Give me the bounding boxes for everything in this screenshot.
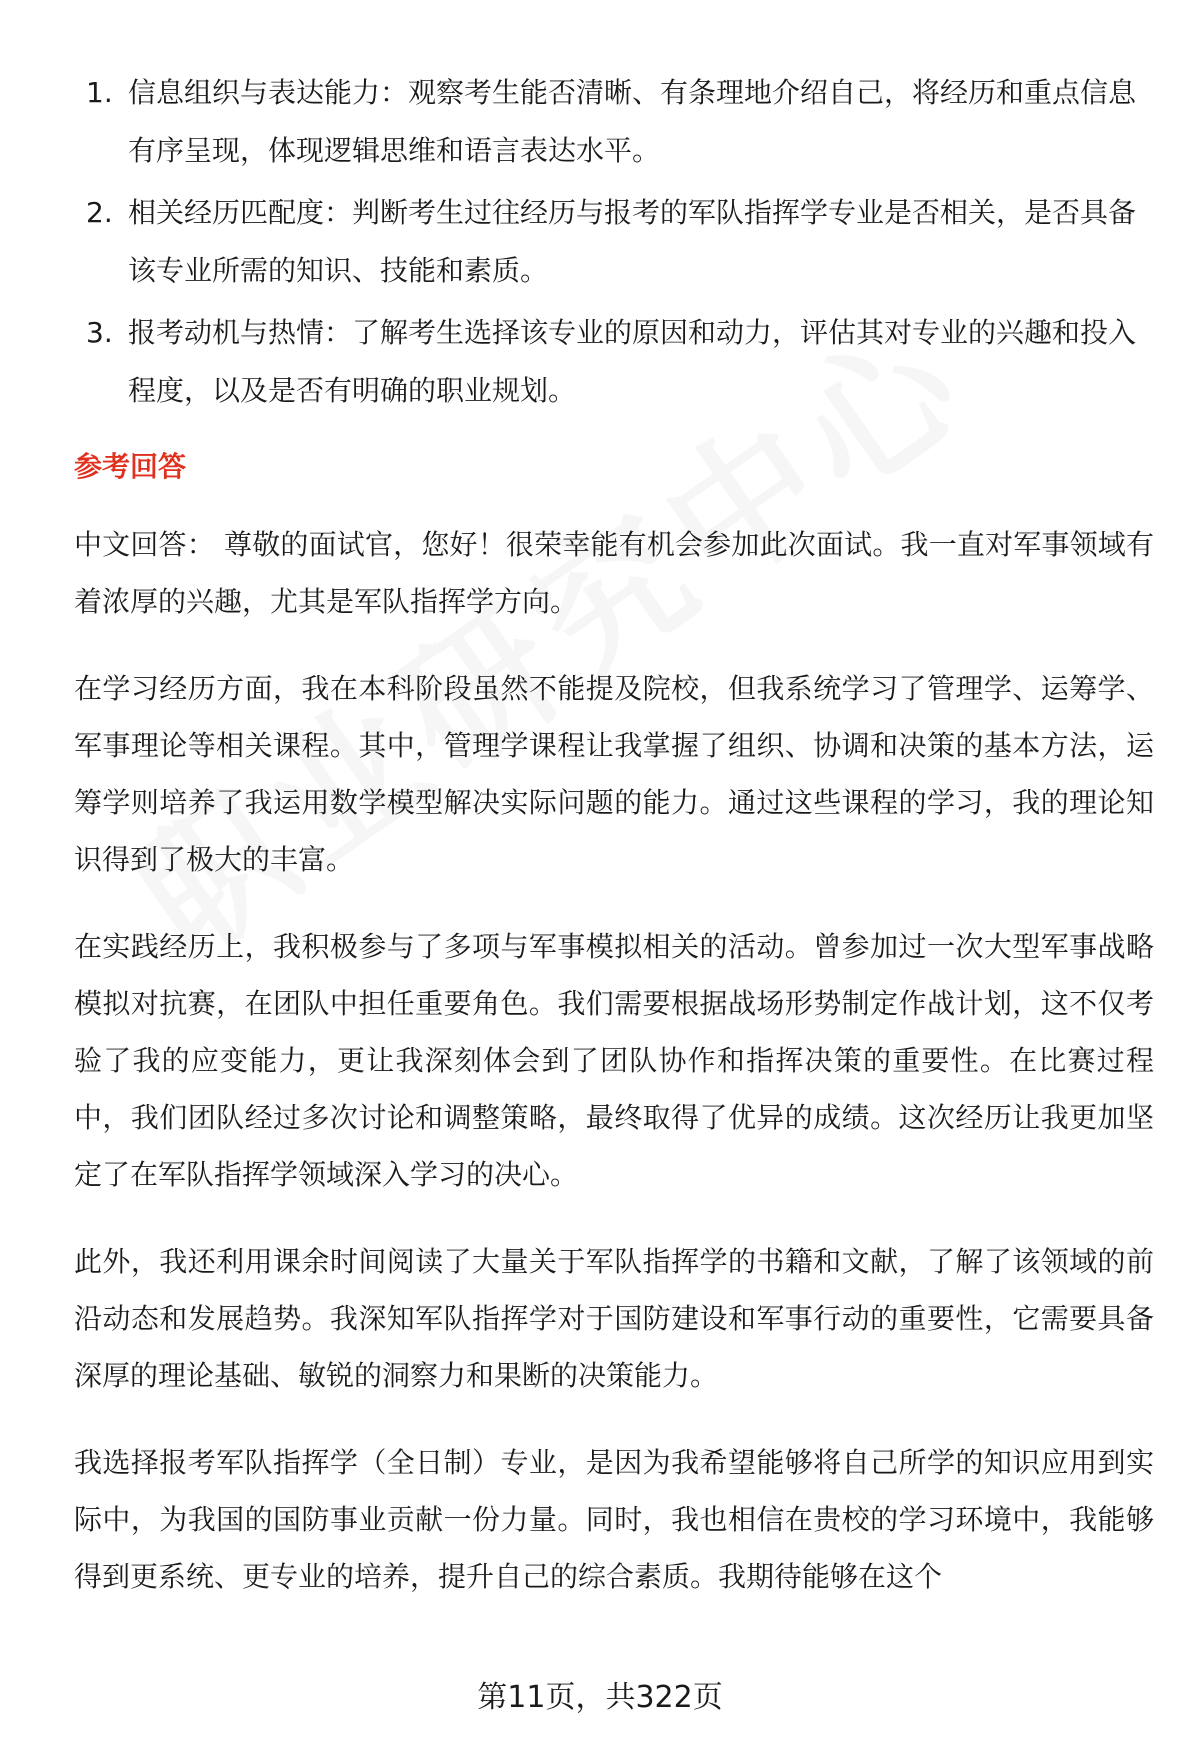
answer-paragraph: 中文回答： 尊敬的面试官，您好！很荣幸能有机会参加此次面试。我一直对军事领域有着浓厚的兴趣，尤其是军队指挥学方向。 bbox=[74, 528, 1154, 618]
section-title: 参考回答 bbox=[74, 450, 187, 483]
page-number-footer: 第11页，共322页 bbox=[477, 1680, 723, 1715]
answer-paragraph: 在学习经历方面，我在本科阶段虽然不能提及院校，但我系统学习了管理学、运筹学、军事理论等相关课程。其中，管理学课程让我掌握了组织、协调和决策的基本方法，运筹学则培养了我运用数学模型解决实际问题的能力。通过这些课程的学习，我的理论知识得到了极大的丰富。 bbox=[74, 672, 1154, 876]
list-item-text: 报考动机与热情：了解考生选择该专业的原因和动力，评估其对专业的兴趣和投入程度，以及是否有明确的职业规划。 bbox=[128, 316, 1137, 407]
list-item bbox=[74, 184, 1154, 300]
answer-paragraph: 我选择报考军队指挥学（全日制）专业，是因为我希望能够将自己所学的知识应用到实际中，为我国的国防事业贡献一份力量。同时，我也相信在贵校的学习环境中，我能够得到更系统、更专业的培养，提升自己的综合素质。我期待能够在这个 bbox=[74, 1446, 1154, 1593]
list-item bbox=[74, 304, 1154, 420]
criteria-list bbox=[74, 64, 1154, 420]
answer-paragraph: 此外，我还利用课余时间阅读了大量关于军队指挥学的书籍和文献，了解了该领域的前沿动态和发展趋势。我深知军队指挥学对于国防建设和军事行动的重要性，它需要具备深厚的理论基础、敏锐的洞察力和果断的决策能力。 bbox=[74, 1245, 1154, 1392]
page-content bbox=[74, 64, 1154, 1635]
list-item-number: 1. bbox=[86, 76, 113, 109]
answer-paragraph: 在实践经历上，我积极参与了多项与军事模拟相关的活动。曾参加过一次大型军事战略模拟对抗赛，在团队中担任重要角色。我们需要根据战场形势制定作战计划，这不仅考验了我的应变能力，更让我深刻体会到了团队协作和指挥决策的重要性。在比赛过程中，我们团队经过多次讨论和调整策略，最终取得了优异的成绩。这次经历让我更加坚定了在军队指挥学领域深入学习的决心。 bbox=[74, 930, 1154, 1191]
list-item-text: 相关经历匹配度：判断考生过往经历与报考的军队指挥学专业是否相关，是否具备该专业所需的知识、技能和素质。 bbox=[128, 196, 1137, 287]
list-item-number: 3. bbox=[86, 316, 113, 349]
list-item bbox=[74, 64, 1154, 180]
list-item-text: 信息组织与表达能力：观察考生能否清晰、有条理地介绍自己，将经历和重点信息有序呈现，体现逻辑思维和语言表达水平。 bbox=[128, 76, 1137, 167]
list-item-number: 2. bbox=[86, 196, 113, 229]
